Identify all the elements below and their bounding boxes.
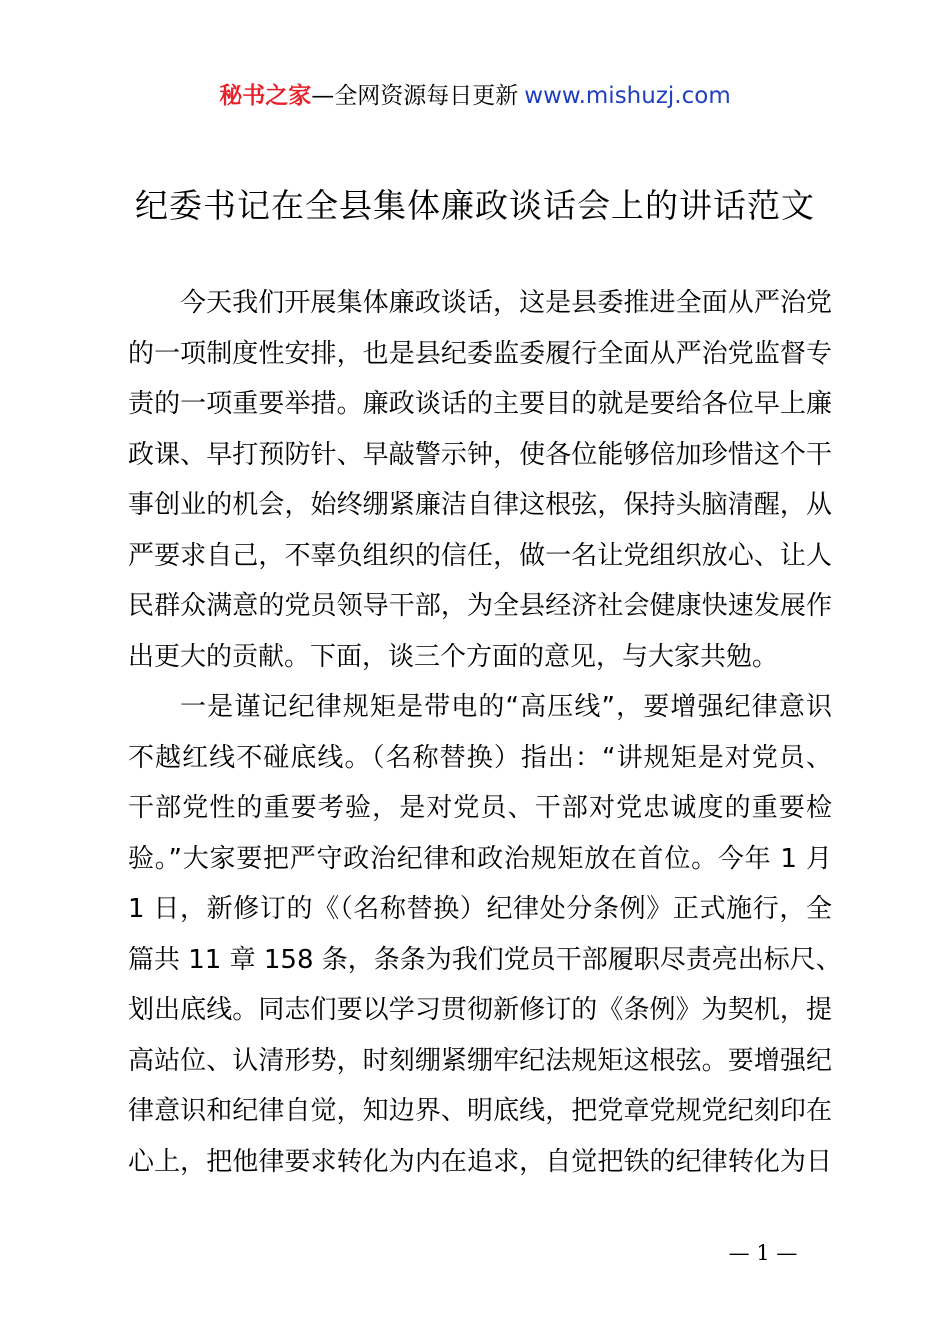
paragraph-2-line-10: 心上，把他律要求转化为内在追求，自觉把铁的纪律转化为日 [128,1146,832,1177]
paragraph-1-line-3: 责的一项重要举措。廉政谈话的主要目的就是要给各位早上廉 [128,389,832,419]
paragraph-1-line-7: 民群众满意的党员领导干部，为全县经济社会健康快速发展作 [128,591,832,621]
paragraph-1-line-6: 严要求自己，不辜负组织的信任，做一名让党组织放心、让人 [128,540,832,571]
paragraph-1-line-2: 的一项制度性安排，也是县纪委监委履行全面从严治党监督专 [128,338,832,369]
page-number: — 1 — [728,1241,798,1265]
paragraph-1-line-8: 出更大的贡献。下面，谈三个方面的意见，与大家共勉。 [128,641,779,672]
paragraph-1-line-4: 政课、早打预防针、早敲警示钟，使各位能够倍加珍惜这个干 [128,439,832,470]
paragraph-2-line-1: 一是谨记纪律规矩是带电的“高压线”，要增强纪律意识 [180,692,832,722]
paragraph-1-line-1: 今天我们开展集体廉政谈话，这是县委推进全面从严治党 [180,288,832,318]
paragraph-2-line-8: 高站位、认清形势，时刻绷紧绷牢纪法规矩这根弦。要增强纪 [128,1045,832,1076]
document-body [128,278,842,1187]
site-brand: 秘书之家 [219,83,312,109]
paragraph-2-line-2: 不越红线不碰底线。（名称替换）指出：“讲规矩是对党员、 [128,742,832,773]
paragraph-2-line-5: 1 日，新修订的《（名称替换）纪律处分条例》正式施行，全 [128,894,832,924]
document-title: 纪委书记在全县集体廉政谈话会上的讲话范文 [135,186,815,225]
site-tagline: —全网资源每日更新 [311,83,519,109]
paragraph-2-line-7: 划出底线。同志们要以学习贯彻新修订的《条例》为契机，提 [128,995,832,1025]
site-header [0,80,950,112]
paragraph-2-line-4: 验。”大家要把严守政治纪律和政治规矩放在首位。今年 1 月 [128,843,832,874]
site-url-link[interactable]: www.mishuzj.com [524,83,731,109]
paragraph-1-line-5: 事创业的机会，始终绷紧廉洁自律这根弦，保持头脑清醒，从 [128,490,832,520]
paragraph-2-line-9: 律意识和纪律自觉，知边界、明底线，把党章党规党纪刻印在 [128,1096,832,1126]
paragraph-2-line-6: 篇共 11 章 158 条，条条为我们党员干部履职尽责亮出标尺、 [128,944,842,975]
paragraph-2-line-3: 干部党性的重要考验，是对党员、干部对党忠诚度的重要检 [128,793,832,823]
